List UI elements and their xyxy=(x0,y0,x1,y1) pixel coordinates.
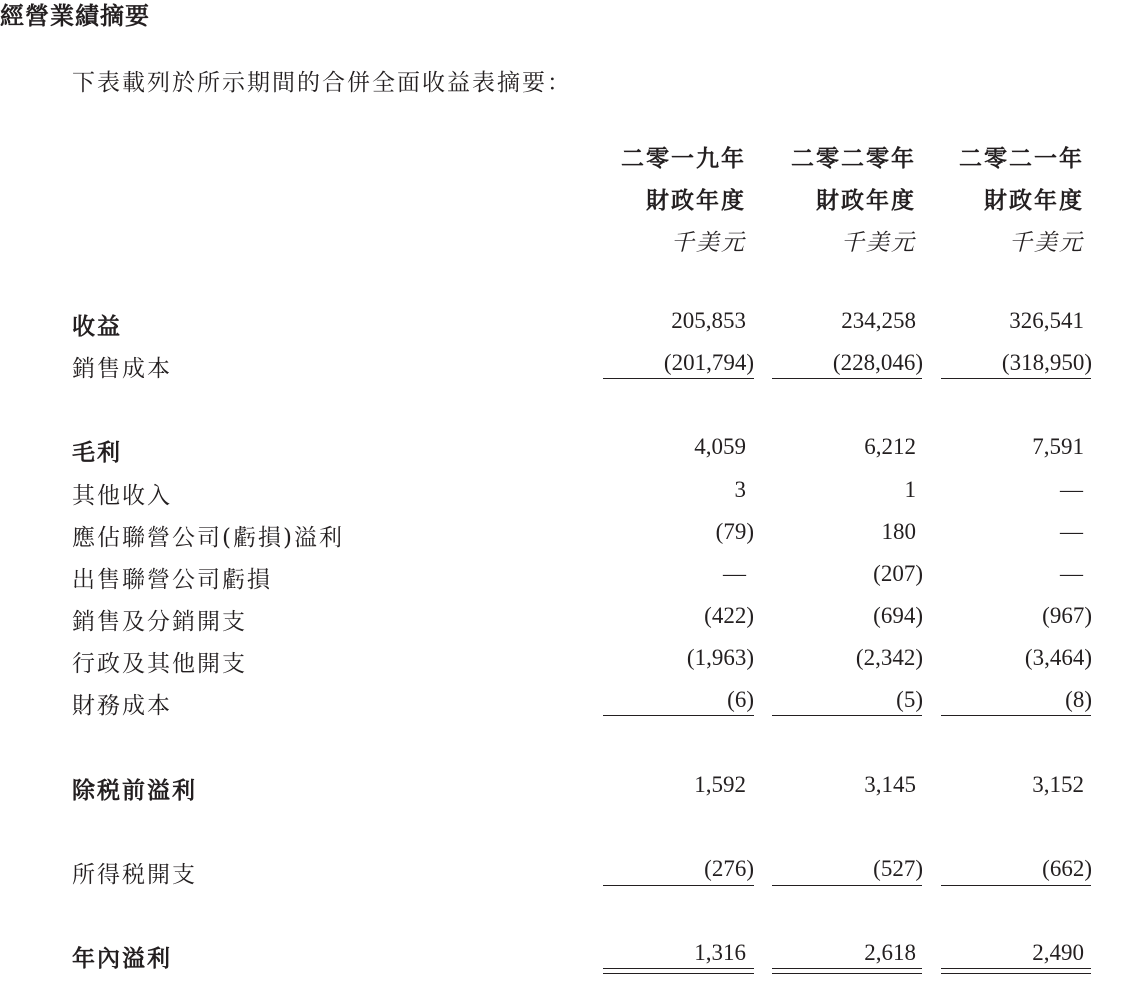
cell-gross-profit-2021: 7,591 xyxy=(1032,434,1084,459)
intro-text: 下表載列於所示期間的合併全面收益表摘要： xyxy=(72,70,572,96)
cell-finance-costs-2020: (5) xyxy=(896,687,923,712)
row-label-finance-costs: 財務成本 xyxy=(72,693,172,719)
cell-finance-costs-2021: (8) xyxy=(1065,687,1092,712)
cell-other-income-2021: — xyxy=(1060,477,1083,502)
row-label-revenue: 收益 xyxy=(72,313,122,340)
subtotal-rule-8 xyxy=(772,885,922,886)
cell-admin-expenses-2019: (1,963) xyxy=(686,645,754,670)
cell-profit-before-tax-2020: 3,145 xyxy=(864,772,916,797)
cell-revenue-2020: 234,258 xyxy=(841,308,916,333)
subtotal-rule-7 xyxy=(603,885,754,886)
cell-profit-for-year-2019: 1,316 xyxy=(694,940,746,965)
row-label-profit-before-tax: 除税前溢利 xyxy=(72,777,197,804)
total-double-rule-3 xyxy=(941,968,1091,974)
column-header-2021-period: 財政年度 xyxy=(984,187,1084,214)
row-label-selling-expenses: 銷售及分銷開支 xyxy=(72,609,247,635)
subtotal-rule-3 xyxy=(941,378,1091,379)
cell-admin-expenses-2020: (2,342) xyxy=(855,645,923,670)
row-label-cost-of-sales: 銷售成本 xyxy=(72,356,172,382)
row-label-gross-profit: 毛利 xyxy=(72,439,122,466)
cell-cost-of-sales-2019: (201,794) xyxy=(663,350,754,375)
cell-share-of-associate-2020: 180 xyxy=(881,519,916,544)
total-double-rule-2 xyxy=(772,968,922,974)
column-header-2019-unit: 千美元 xyxy=(671,230,746,256)
column-header-2019-year: 二零一九年 xyxy=(621,145,746,172)
column-header-2021-year: 二零二一年 xyxy=(959,145,1084,172)
subtotal-rule-1 xyxy=(603,378,754,379)
cell-selling-expenses-2021: (967) xyxy=(1042,603,1092,628)
cell-cost-of-sales-2021: (318,950) xyxy=(1001,350,1092,375)
row-label-profit-for-year: 年內溢利 xyxy=(72,945,172,972)
column-header-2021-unit: 千美元 xyxy=(1009,230,1084,256)
cell-other-income-2020: 1 xyxy=(904,477,916,502)
cell-revenue-2019: 205,853 xyxy=(671,308,746,333)
cell-revenue-2021: 326,541 xyxy=(1009,308,1084,333)
subtotal-rule-6 xyxy=(941,715,1091,716)
subtotal-rule-4 xyxy=(603,715,754,716)
cell-income-tax-2021: (662) xyxy=(1042,856,1092,881)
row-label-income-tax: 所得税開支 xyxy=(72,862,197,888)
cell-finance-costs-2019: (6) xyxy=(727,687,754,712)
row-label-other-income: 其他收入 xyxy=(72,483,172,509)
subtotal-rule-5 xyxy=(772,715,922,716)
cell-income-tax-2019: (276) xyxy=(704,856,754,881)
subtotal-rule-2 xyxy=(772,378,922,379)
cell-income-tax-2020: (527) xyxy=(873,856,923,881)
row-label-loss-on-disposal: 出售聯營公司虧損 xyxy=(72,567,272,593)
subtotal-rule-9 xyxy=(941,885,1091,886)
column-header-2019-period: 財政年度 xyxy=(646,187,746,214)
cell-admin-expenses-2021: (3,464) xyxy=(1024,645,1092,670)
cell-profit-for-year-2020: 2,618 xyxy=(864,940,916,965)
cell-profit-for-year-2021: 2,490 xyxy=(1032,940,1084,965)
cell-selling-expenses-2019: (422) xyxy=(704,603,754,628)
cell-loss-on-disposal-2021: — xyxy=(1060,561,1083,586)
column-header-2020-unit: 千美元 xyxy=(841,230,916,256)
cell-selling-expenses-2020: (694) xyxy=(873,603,923,628)
cell-loss-on-disposal-2020: (207) xyxy=(873,561,923,586)
cell-profit-before-tax-2021: 3,152 xyxy=(1032,772,1084,797)
cell-share-of-associate-2021: — xyxy=(1060,519,1083,544)
column-header-2020-year: 二零二零年 xyxy=(791,145,916,172)
cell-loss-on-disposal-2019: — xyxy=(723,561,746,586)
row-label-admin-expenses: 行政及其他開支 xyxy=(72,651,247,677)
cell-gross-profit-2019: 4,059 xyxy=(694,434,746,459)
column-header-2020-period: 財政年度 xyxy=(816,187,916,214)
cell-cost-of-sales-2020: (228,046) xyxy=(832,350,923,375)
row-label-share-of-associate: 應佔聯營公司(虧損)溢利 xyxy=(72,525,344,551)
cell-other-income-2019: 3 xyxy=(734,477,746,502)
cell-share-of-associate-2019: (79) xyxy=(715,519,754,544)
cell-gross-profit-2020: 6,212 xyxy=(864,434,916,459)
total-double-rule-1 xyxy=(603,968,754,974)
cell-profit-before-tax-2019: 1,592 xyxy=(694,772,746,797)
section-title: 經營業績摘要 xyxy=(0,1,150,30)
